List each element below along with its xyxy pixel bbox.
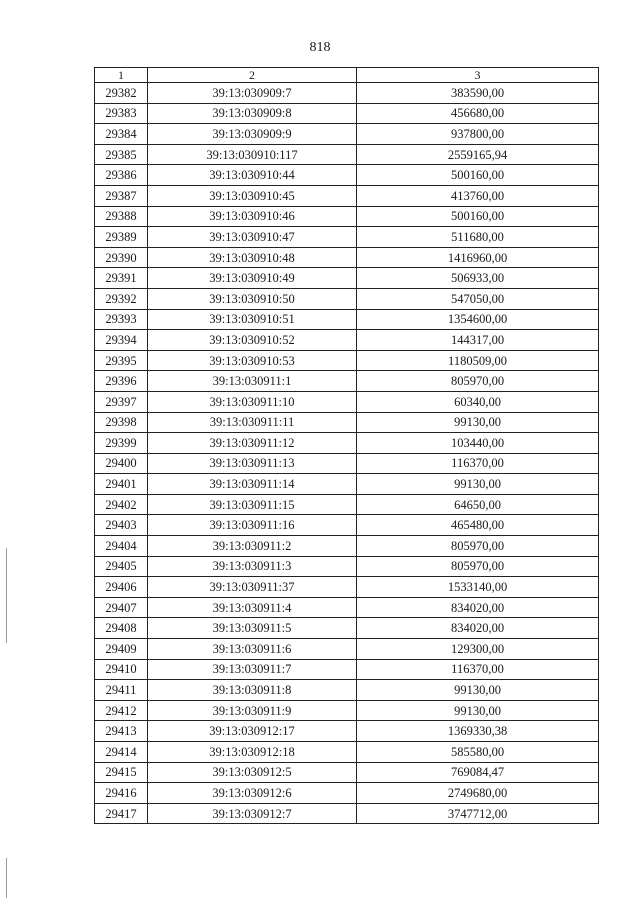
cadastral-number-cell: 39:13:030910:117	[148, 144, 357, 165]
table-row	[95, 350, 599, 371]
cadastral-number-cell: 39:13:030910:45	[148, 185, 357, 206]
table-row	[95, 577, 599, 598]
cadastral-number-cell: 39:13:030909:8	[148, 103, 357, 124]
table-row	[95, 536, 599, 557]
value-cell: 834020,00	[357, 618, 599, 639]
value-cell: 456680,00	[357, 103, 599, 124]
table-row	[95, 165, 599, 186]
row-number-cell: 29412	[95, 700, 148, 721]
value-cell: 500160,00	[357, 165, 599, 186]
table-row	[95, 474, 599, 495]
row-number-cell: 29403	[95, 515, 148, 536]
value-cell: 2749680,00	[357, 783, 599, 804]
table-row	[95, 680, 599, 701]
cadastral-number-cell: 39:13:030911:1	[148, 371, 357, 392]
row-number-cell: 29406	[95, 577, 148, 598]
row-number-cell: 29402	[95, 494, 148, 515]
column-header: 1	[95, 68, 148, 83]
row-number-cell: 29400	[95, 453, 148, 474]
table-row	[95, 371, 599, 392]
table-row	[95, 330, 599, 351]
cadastral-number-cell: 39:13:030911:2	[148, 536, 357, 557]
row-number-cell: 29417	[95, 803, 148, 824]
table-row	[95, 185, 599, 206]
value-cell: 506933,00	[357, 268, 599, 289]
row-number-cell: 29408	[95, 618, 148, 639]
cadastral-number-cell: 39:13:030911:4	[148, 597, 357, 618]
value-cell: 60340,00	[357, 391, 599, 412]
table-row	[95, 433, 599, 454]
value-cell: 547050,00	[357, 288, 599, 309]
table-row	[95, 494, 599, 515]
cadastral-number-cell: 39:13:030911:37	[148, 577, 357, 598]
row-number-cell: 29388	[95, 206, 148, 227]
row-number-cell: 29397	[95, 391, 148, 412]
table-header	[95, 68, 599, 83]
table-row	[95, 700, 599, 721]
table-row	[95, 83, 599, 104]
table-row	[95, 515, 599, 536]
row-number-cell: 29396	[95, 371, 148, 392]
value-cell: 1354600,00	[357, 309, 599, 330]
cadastral-number-cell: 39:13:030912:18	[148, 742, 357, 763]
table-row	[95, 206, 599, 227]
cadastral-number-cell: 39:13:030912:7	[148, 803, 357, 824]
value-cell: 805970,00	[357, 371, 599, 392]
data-table	[94, 67, 599, 824]
table-row	[95, 783, 599, 804]
value-cell: 1416960,00	[357, 247, 599, 268]
table-row	[95, 453, 599, 474]
row-number-cell: 29410	[95, 659, 148, 680]
value-cell: 129300,00	[357, 639, 599, 660]
table-row	[95, 309, 599, 330]
row-number-cell: 29395	[95, 350, 148, 371]
data-table-container	[94, 67, 598, 824]
value-cell: 413760,00	[357, 185, 599, 206]
cadastral-number-cell: 39:13:030911:7	[148, 659, 357, 680]
cadastral-number-cell: 39:13:030911:12	[148, 433, 357, 454]
row-number-cell: 29405	[95, 556, 148, 577]
row-number-cell: 29413	[95, 721, 148, 742]
value-cell: 585580,00	[357, 742, 599, 763]
value-cell: 1369330,38	[357, 721, 599, 742]
cadastral-number-cell: 39:13:030911:8	[148, 680, 357, 701]
table-row	[95, 268, 599, 289]
table-row	[95, 144, 599, 165]
cadastral-number-cell: 39:13:030909:9	[148, 124, 357, 145]
value-cell: 144317,00	[357, 330, 599, 351]
value-cell: 769084,47	[357, 762, 599, 783]
value-cell: 465480,00	[357, 515, 599, 536]
cadastral-number-cell: 39:13:030911:10	[148, 391, 357, 412]
cadastral-number-cell: 39:13:030910:51	[148, 309, 357, 330]
value-cell: 937800,00	[357, 124, 599, 145]
value-cell: 99130,00	[357, 474, 599, 495]
table-row	[95, 659, 599, 680]
value-cell: 116370,00	[357, 453, 599, 474]
value-cell: 3747712,00	[357, 803, 599, 824]
table-row	[95, 639, 599, 660]
value-cell: 99130,00	[357, 680, 599, 701]
row-number-cell: 29414	[95, 742, 148, 763]
value-cell: 116370,00	[357, 659, 599, 680]
row-number-cell: 29415	[95, 762, 148, 783]
value-cell: 383590,00	[357, 83, 599, 104]
table-body	[95, 83, 599, 824]
cadastral-number-cell: 39:13:030910:46	[148, 206, 357, 227]
value-cell: 64650,00	[357, 494, 599, 515]
row-number-cell: 29411	[95, 680, 148, 701]
row-number-cell: 29386	[95, 165, 148, 186]
value-cell: 834020,00	[357, 597, 599, 618]
row-number-cell: 29409	[95, 639, 148, 660]
table-row	[95, 412, 599, 433]
cadastral-number-cell: 39:13:030912:5	[148, 762, 357, 783]
scan-edge-mark	[6, 858, 7, 898]
table-row	[95, 721, 599, 742]
cadastral-number-cell: 39:13:030911:3	[148, 556, 357, 577]
cadastral-number-cell: 39:13:030912:6	[148, 783, 357, 804]
table-row	[95, 597, 599, 618]
value-cell: 2559165,94	[357, 144, 599, 165]
row-number-cell: 29391	[95, 268, 148, 289]
value-cell: 511680,00	[357, 227, 599, 248]
cadastral-number-cell: 39:13:030911:15	[148, 494, 357, 515]
cadastral-number-cell: 39:13:030910:48	[148, 247, 357, 268]
table-row	[95, 762, 599, 783]
table-row	[95, 124, 599, 145]
cadastral-number-cell: 39:13:030911:14	[148, 474, 357, 495]
value-cell: 500160,00	[357, 206, 599, 227]
table-row	[95, 227, 599, 248]
row-number-cell: 29392	[95, 288, 148, 309]
cadastral-number-cell: 39:13:030911:6	[148, 639, 357, 660]
cadastral-number-cell: 39:13:030909:7	[148, 83, 357, 104]
row-number-cell: 29401	[95, 474, 148, 495]
row-number-cell: 29394	[95, 330, 148, 351]
table-row	[95, 618, 599, 639]
cadastral-number-cell: 39:13:030911:11	[148, 412, 357, 433]
cadastral-number-cell: 39:13:030911:16	[148, 515, 357, 536]
column-header: 3	[357, 68, 599, 83]
scan-edge-mark	[6, 548, 7, 643]
cadastral-number-cell: 39:13:030910:50	[148, 288, 357, 309]
cadastral-number-cell: 39:13:030910:47	[148, 227, 357, 248]
value-cell: 99130,00	[357, 700, 599, 721]
row-number-cell: 29399	[95, 433, 148, 454]
cadastral-number-cell: 39:13:030910:44	[148, 165, 357, 186]
row-number-cell: 29398	[95, 412, 148, 433]
value-cell: 805970,00	[357, 536, 599, 557]
value-cell: 1533140,00	[357, 577, 599, 598]
table-row	[95, 391, 599, 412]
value-cell: 1180509,00	[357, 350, 599, 371]
row-number-cell: 29390	[95, 247, 148, 268]
table-row	[95, 742, 599, 763]
table-row	[95, 247, 599, 268]
row-number-cell: 29404	[95, 536, 148, 557]
row-number-cell: 29387	[95, 185, 148, 206]
table-row	[95, 803, 599, 824]
cadastral-number-cell: 39:13:030912:17	[148, 721, 357, 742]
row-number-cell: 29416	[95, 783, 148, 804]
row-number-cell: 29384	[95, 124, 148, 145]
table-row	[95, 288, 599, 309]
row-number-cell: 29389	[95, 227, 148, 248]
table-row	[95, 103, 599, 124]
cadastral-number-cell: 39:13:030910:52	[148, 330, 357, 351]
column-header: 2	[148, 68, 357, 83]
cadastral-number-cell: 39:13:030910:49	[148, 268, 357, 289]
cadastral-number-cell: 39:13:030910:53	[148, 350, 357, 371]
value-cell: 103440,00	[357, 433, 599, 454]
cadastral-number-cell: 39:13:030911:9	[148, 700, 357, 721]
row-number-cell: 29382	[95, 83, 148, 104]
cadastral-number-cell: 39:13:030911:13	[148, 453, 357, 474]
row-number-cell: 29393	[95, 309, 148, 330]
row-number-cell: 29407	[95, 597, 148, 618]
value-cell: 805970,00	[357, 556, 599, 577]
cadastral-number-cell: 39:13:030911:5	[148, 618, 357, 639]
row-number-cell: 29383	[95, 103, 148, 124]
header-row	[95, 68, 599, 83]
row-number-cell: 29385	[95, 144, 148, 165]
value-cell: 99130,00	[357, 412, 599, 433]
table-row	[95, 556, 599, 577]
page-number: 818	[309, 40, 331, 55]
